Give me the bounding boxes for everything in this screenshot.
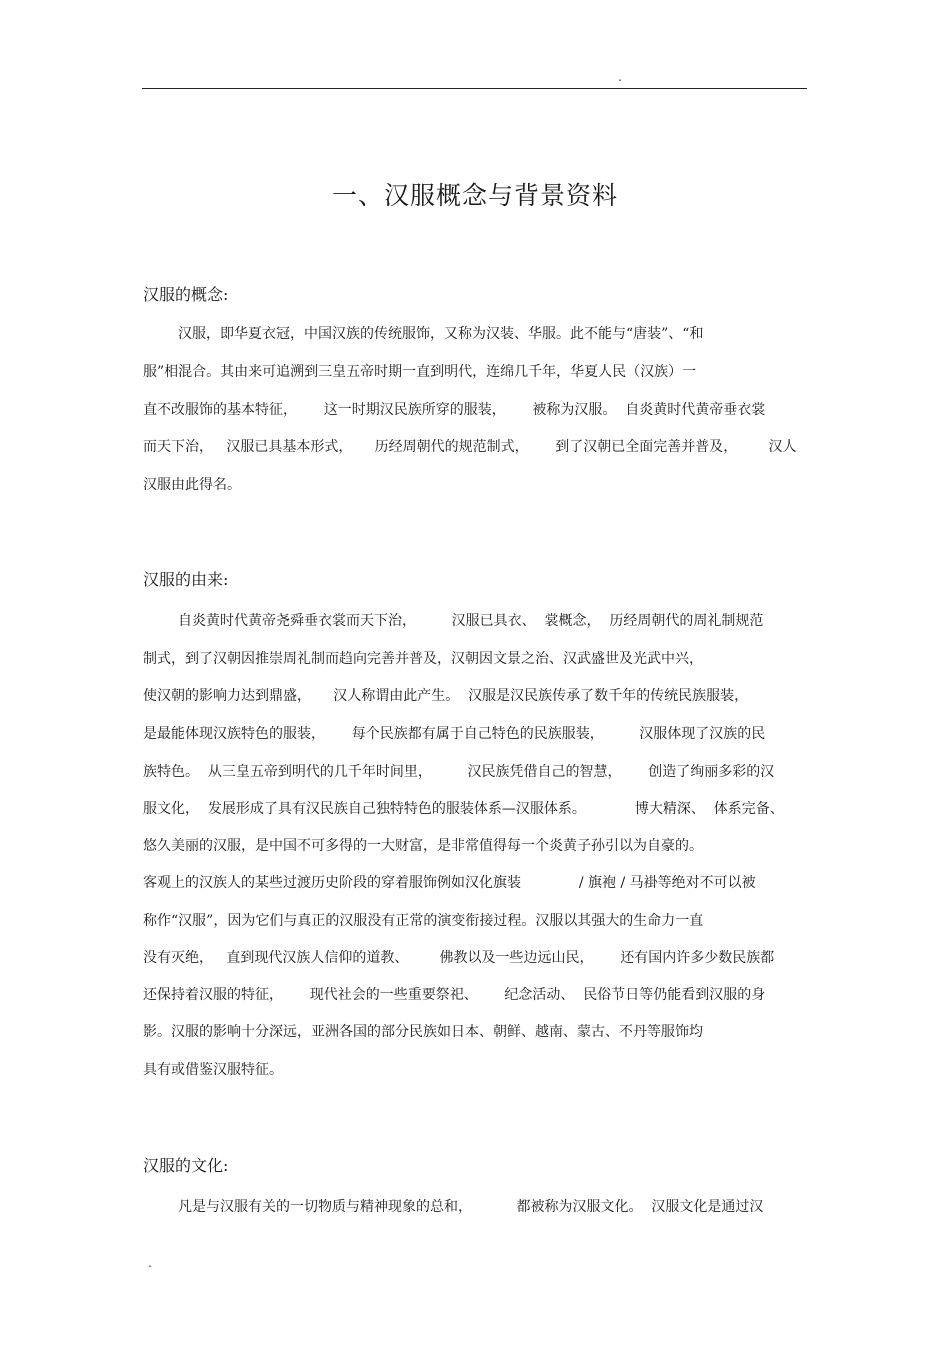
paragraph-line: 而天下治， 汉服已具基本形式， 历经周朝代的规范制式， 到了汉朝已全面完善并普及， 汉人 (143, 439, 797, 455)
paragraph-line: 直不改服饰的基本特征， 这一时期汉民族所穿的服装， 被称为汉服。 自炎黄时代黄帝垂衣裳 (143, 402, 766, 418)
paragraph-line: 服文化， 发展形成了具有汉民族自己独特特色的服装体系—汉服体系。 博大精深、 体系完备、 (143, 801, 784, 817)
paragraph-line: 还保持着汉服的特征， 现代社会的一些重要祭祀、 纪念活动、 民俗节日等仍能看到汉服的身 (143, 987, 766, 1003)
paragraph-line: 悠久美丽的汉服，是中国不可多得的一大财富，是非常值得每一个炎黄子孙引以为自豪的。 (143, 838, 703, 854)
section-heading-concept: 汉服的概念: (143, 285, 229, 304)
paragraph-line: 制式，到了汉朝因推崇周礼制而趋向完善并普及，汉朝因文景之治、汉武盛世及光武中兴， (143, 651, 703, 667)
page-title: 一、汉服概念与背景资料 (331, 181, 618, 210)
section-heading-origin: 汉服的由来: (143, 570, 229, 589)
paragraph-line: 汉服，即华夏衣冠，中国汉族的传统服饰，又称为汉装、华服。此不能与“唐装”、“和 (178, 326, 704, 342)
paragraph-line: 是最能体现汉族特色的服装， 每个民族都有属于自己特色的民族服装， 汉服体现了汉族的民 (143, 726, 766, 742)
paragraph-line: 称作“汉服”，因为它们与真正的汉服没有正常的演变衔接过程。汉服以其强大的生命力一直 (143, 913, 704, 929)
section-heading-culture: 汉服的文化: (143, 1156, 229, 1175)
paragraph-line: 没有灭绝， 直到现代汉族人信仰的道教、 佛教以及一些边远山民， 还有国内许多少数民族都 (143, 950, 775, 966)
header-rule (142, 88, 807, 89)
footer-mark: . (148, 1256, 152, 1270)
paragraph-line: 自炎黄时代黄帝尧舜垂衣裳而天下治， 汉服已具衣、 裳概念， 历经周朝代的周礼制规范 (178, 613, 764, 629)
header-mark: . (618, 70, 622, 84)
paragraph-line: 凡是与汉服有关的一切物质与精神现象的总和， 都被称为汉服文化。 汉服文化是通过汉 (178, 1199, 764, 1215)
paragraph-line: 影。汉服的影响十分深远，亚洲各国的部分民族如日本、朝鲜、越南、蒙古、不丹等服饰均 (143, 1024, 703, 1040)
paragraph-line: 汉服由此得名。 (143, 477, 241, 493)
paragraph-line: 客观上的汉族人的某些过渡历史阶段的穿着服饰例如汉化旗装 / 旗袍 / 马褂等绝对不可以被 (143, 875, 756, 891)
paragraph-line: 使汉朝的影响力达到鼎盛， 汉人称谓由此产生。 汉服是汉民族传承了数千年的传统民族服装， (143, 688, 749, 704)
paragraph-line: 具有或借鉴汉服特征。 (143, 1062, 283, 1078)
paragraph-line: 服”相混合。其由来可追溯到三皇五帝时期一直到明代，连绵几千年，华夏人民（汉族）一 (143, 364, 697, 380)
paragraph-line: 族特色。 从三皇五帝到明代的几千年时间里， 汉民族凭借自己的智慧， 创造了绚丽多彩的汉 (143, 764, 775, 780)
